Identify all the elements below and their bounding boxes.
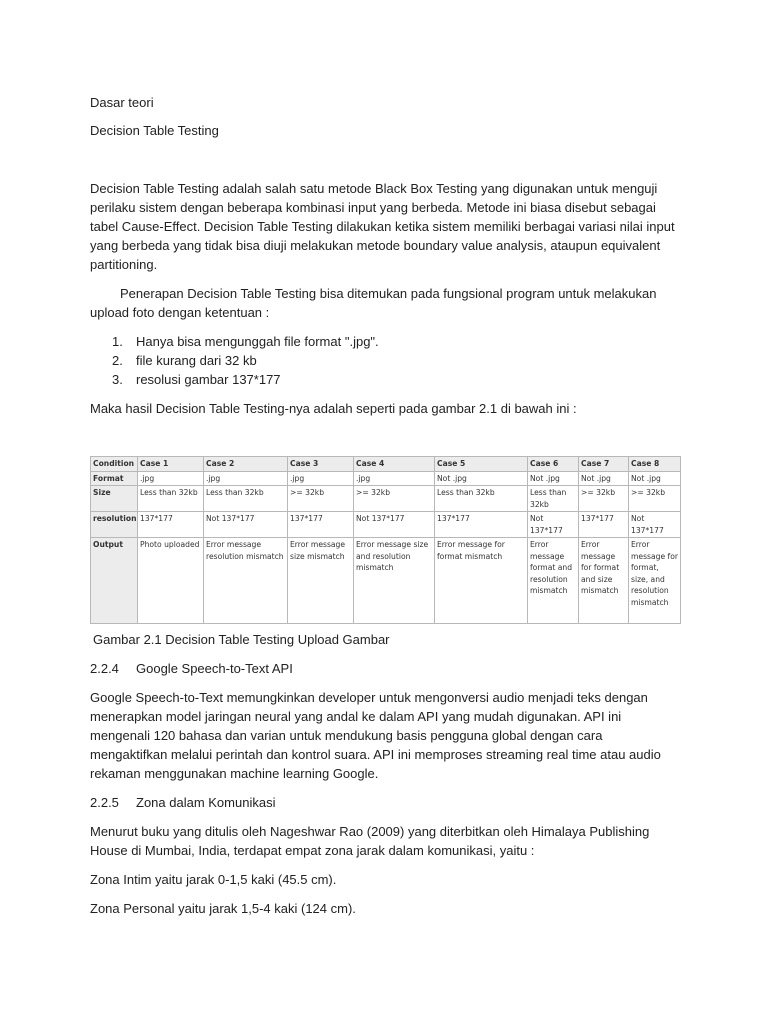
table-cell: >= 32kb: [288, 486, 354, 512]
table-row: [91, 471, 681, 486]
table-cell: 137*177: [579, 512, 629, 538]
table-cell: Error message for format mismatch: [435, 538, 528, 624]
paragraph-zona-intim: Zona Intim yaitu jarak 0-1,5 kaki (45.5 cm).: [90, 872, 337, 887]
table-header-cell: Case 8: [629, 457, 681, 472]
table-cell: .jpg: [138, 471, 204, 486]
table-cell: Error message for format, size, and resolution mismatch: [629, 538, 681, 624]
table-header-cell: Case 4: [354, 457, 435, 472]
paragraph-zona-personal: Zona Personal yaitu jarak 1,5-4 kaki (124 cm).: [90, 901, 356, 916]
table-row-header: Size: [91, 486, 138, 512]
table-cell: >= 32kb: [629, 486, 681, 512]
table-cell: 137*177: [435, 512, 528, 538]
table-cell: Less than 32kb: [204, 486, 288, 512]
section-label: Dasar teori: [90, 95, 154, 110]
table-cell: .jpg: [288, 471, 354, 486]
paragraph-dtt-description: Decision Table Testing adalah salah satu metode Black Box Testing yang digunakan untuk menguji perilaku sistem dengan beberapa kombinasi input yang berbeda. Metode ini biasa disebut sebagai tabel Cause-Effect. Decision Table Testing dilakukan ketika sistem memiliki berbagai variasi nilai input yang berbeda yang tidak bisa diuji melakukan metode boundary value analysis, ataupun equivalent partitioning.: [90, 181, 675, 272]
table-cell: 137*177: [288, 512, 354, 538]
table-header-cell: Case 1: [138, 457, 204, 472]
table-cell: >= 32kb: [579, 486, 629, 512]
table-cell: Error message resolution mismatch: [204, 538, 288, 624]
table-header-cell: Condition: [91, 457, 138, 472]
table-cell: Less than 32kb: [138, 486, 204, 512]
table-cell: Not 137*177: [528, 512, 579, 538]
section-title: Decision Table Testing: [90, 123, 219, 138]
list-item: 2. file kurang dari 32 kb: [112, 353, 257, 368]
paragraph-google-speech: Google Speech-to-Text memungkinkan developer untuk mengonversi audio menjadi teks dengan menerapkan model jaringan neural yang andal ke dalam API yang mudah digunakan. API ini mengenali 120 bahasa dan varian untuk mendukung basis pengguna global dengan cara mengaktifkan melalui perintah dan kontrol suara. API ini memproses streaming real time atau audio rekaman menggunakan machine learning Google.: [90, 690, 661, 781]
figure-caption: Gambar 2.1 Decision Table Testing Upload Gambar: [93, 632, 390, 647]
table-header-cell: Case 7: [579, 457, 629, 472]
decision-table: [90, 456, 681, 624]
table-cell: Error message format and resolution mismatch: [528, 538, 579, 624]
table-header-cell: Case 3: [288, 457, 354, 472]
table-cell: Error message size mismatch: [288, 538, 354, 624]
table-row: [91, 538, 681, 624]
heading-zona-komunikasi: 2.2.5 Zona dalam Komunikasi: [90, 795, 276, 810]
table-header-cell: Case 5: [435, 457, 528, 472]
decision-table-figure: [90, 456, 680, 619]
table-cell: .jpg: [354, 471, 435, 486]
list-item: 1. Hanya bisa mengunggah file format ".jpg".: [112, 334, 379, 349]
table-cell: Error message for format and size mismatch: [579, 538, 629, 624]
table-header-cell: Case 2: [204, 457, 288, 472]
paragraph-maka-hasil: Maka hasil Decision Table Testing-nya adalah seperti pada gambar 2.1 di bawah ini :: [90, 401, 577, 416]
table-row-header: Output: [91, 538, 138, 624]
table-cell: 137*177: [138, 512, 204, 538]
table-row: [91, 486, 681, 512]
requirements-list: [90, 332, 650, 389]
table-cell: Not .jpg: [629, 471, 681, 486]
table-cell: Less than 32kb: [528, 486, 579, 512]
table-row-header: Format: [91, 471, 138, 486]
heading-google-speech: 2.2.4 Google Speech-to-Text API: [90, 661, 293, 676]
table-cell: Photo uploaded: [138, 538, 204, 624]
table-cell: Not .jpg: [528, 471, 579, 486]
list-item: 3. resolusi gambar 137*177: [112, 372, 281, 387]
table-row: [91, 512, 681, 538]
table-cell: Error message size and resolution mismatch: [354, 538, 435, 624]
table-cell: Not 137*177: [629, 512, 681, 538]
table-cell: Not .jpg: [435, 471, 528, 486]
table-cell: >= 32kb: [354, 486, 435, 512]
table-cell: Not 137*177: [204, 512, 288, 538]
table-cell: Not .jpg: [579, 471, 629, 486]
table-cell: .jpg: [204, 471, 288, 486]
table-header-cell: Case 6: [528, 457, 579, 472]
paragraph-penerapan: Penerapan Decision Table Testing bisa ditemukan pada fungsional program untuk melakukan upload foto dengan ketentuan :: [90, 286, 657, 320]
table-cell: Not 137*177: [354, 512, 435, 538]
paragraph-zona: Menurut buku yang ditulis oleh Nageshwar Rao (2009) yang diterbitkan oleh Himalaya Publishing House di Mumbai, India, terdapat empat zona jarak dalam komunikasi, yaitu :: [90, 824, 650, 858]
table-cell: Less than 32kb: [435, 486, 528, 512]
table-row-header: resolution: [91, 512, 138, 538]
table-header-row: [91, 457, 681, 472]
